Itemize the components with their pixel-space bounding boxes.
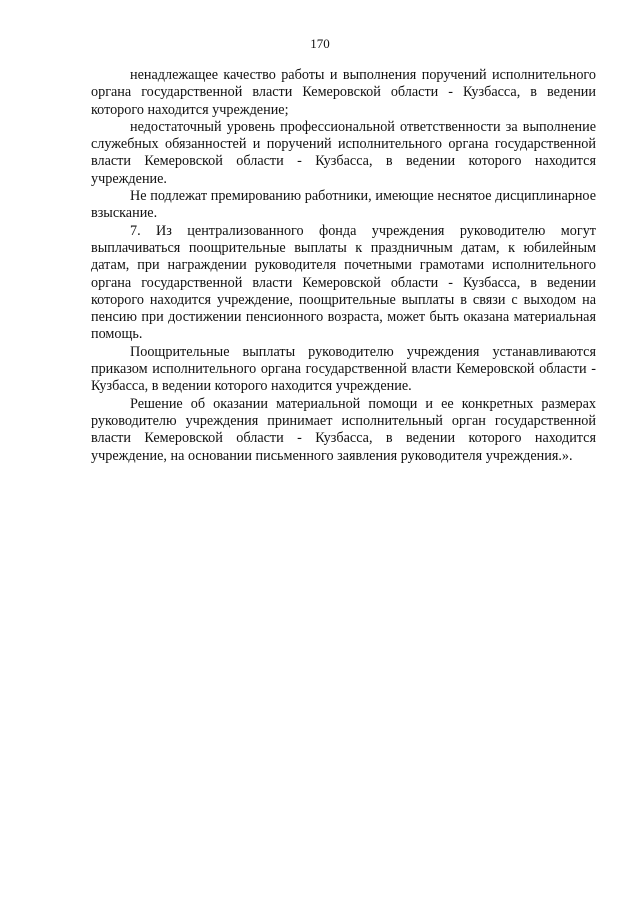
paragraph-item-7-incentive-payments: 7. Из централизованного фонда учреждения руководителю могут выплачиваться поощрительные выплаты к праздничным датам, к юбилейным датам, при награждении руководителя почетными грамотами исполнительного органа государственной власти Кемеровской области - Кузбасса, в ведении которого находится учреждение, поощрительные выплаты в связи с выходом на пенсию при достижении пенсионного возраста, может быть оказана материальная помощь. — [91, 222, 596, 343]
paragraph-improper-quality: ненадлежащее качество работы и выполнения поручений исполнительного органа государственной власти Кемеровской области - Кузбасса, в ведении которого находится учреждение; — [91, 67, 596, 118]
document-body — [91, 67, 596, 465]
paragraph-material-assistance-decision: Решение об оказании материальной помощи и ее конкретных размерах руководителю учреждения принимает исполнительный орган государственной власти Кемеровской области - Кузбасса, в ведении которого находится учреждение, на основании письменного заявления руководителя учреждения.». — [91, 395, 596, 464]
paragraph-bonus-exclusion: Не подлежат премированию работники, имеющие неснятое дисциплинарное взыскание. — [91, 188, 596, 222]
paragraph-insufficient-responsibility: недостаточный уровень профессиональной ответственности за выполнение служебных обязанностей и поручений исполнительного органа государственной власти Кемеровской области - Кузбасса, в ведении которого находится учреждение. — [91, 118, 596, 187]
page-number: 170 — [310, 36, 330, 51]
paragraph-incentive-order: Поощрительные выплаты руководителю учреждения устанавливаются приказом исполнительного органа государственной власти Кемеровской области - Кузбасса, в ведении которого находится учреждение. — [91, 343, 596, 395]
